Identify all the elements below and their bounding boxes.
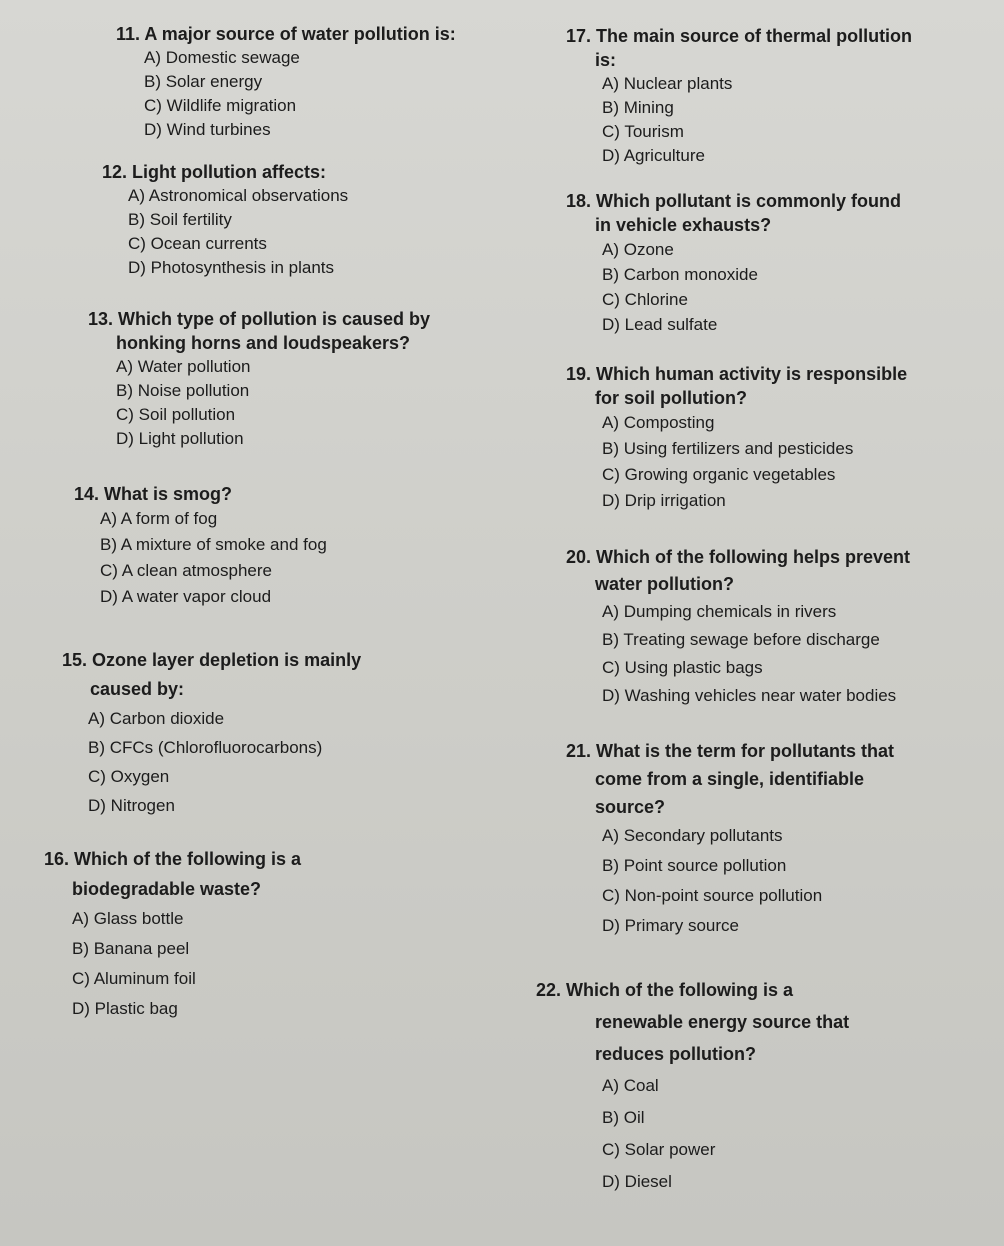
option-c: C) A clean atmosphere [100,561,272,580]
option-b: B) Mining [602,98,674,117]
option-d: D) A water vapor cloud [100,587,272,606]
question-stem-line-2: water pollution? [595,574,734,594]
question-stem-line-2: renewable energy source that [595,1012,850,1032]
option-b: B) Using fertilizers and pesticides [602,439,854,458]
option-c: C) Using plastic bags [602,658,763,677]
question-stem-line-2: is: [595,50,617,70]
question-stem: 16. Which of the following is a [44,849,302,869]
question-stem-line-2: biodegradable waste? [72,879,262,899]
option-b: B) Point source pollution [602,856,787,875]
question-22 [536,974,849,1198]
question-stem: 17. The main source of thermal pollution [566,26,913,46]
option-b: B) Noise pollution [116,381,250,400]
option-b: B) Carbon monoxide [602,265,758,284]
question-stem-line-3: reduces pollution? [595,1044,757,1064]
question-stem: 18. Which pollutant is commonly found [566,191,902,211]
option-b: B) Soil fertility [128,210,232,229]
option-a: A) Ozone [602,240,674,259]
option-c: C) Tourism [602,122,684,141]
question-13 [88,307,430,451]
option-d: D) Agriculture [602,146,705,165]
option-list [602,72,912,168]
option-list [602,821,894,941]
option-d: D) Lead sulfate [602,315,718,334]
option-list [144,46,456,142]
option-c: C) Chlorine [602,290,688,309]
option-d: D) Plastic bag [72,999,178,1018]
question-17 [566,24,912,168]
option-a: A) A form of fog [100,509,218,528]
option-b: B) Treating sewage before discharge [602,630,880,649]
question-14 [74,482,327,610]
option-list [116,355,430,451]
question-19 [566,362,907,514]
option-a: A) Water pollution [116,357,251,376]
question-12 [102,160,348,280]
question-stem-line-2: in vehicle exhausts? [595,215,772,235]
question-16 [44,844,301,1024]
option-list [72,904,301,1024]
option-c: C) Soil pollution [116,405,236,424]
question-stem: 22. Which of the following is a [536,980,794,1000]
option-d: D) Nitrogen [88,796,175,815]
option-list [602,410,907,514]
option-c: C) Solar power [602,1140,716,1159]
question-stem: 11. A major source of water pollution is: [116,24,456,44]
option-list [88,704,361,820]
option-c: C) Ocean currents [128,234,267,253]
question-stem: 21. What is the term for pollutants that [566,741,895,761]
question-18 [566,189,901,337]
option-d: D) Diesel [602,1172,672,1191]
option-d: D) Drip irrigation [602,491,726,510]
question-stem-line-2: for soil pollution? [595,388,747,408]
option-d: D) Washing vehicles near water bodies [602,686,897,705]
question-stem: 19. Which human activity is responsible [566,364,908,384]
option-b: B) Oil [602,1108,645,1127]
question-stem: 15. Ozone layer depletion is mainly [62,650,362,670]
option-b: B) A mixture of smoke and fog [100,535,327,554]
option-a: A) Astronomical observations [128,186,349,205]
question-stem: 13. Which type of pollution is caused by [88,309,431,329]
option-b: B) Solar energy [144,72,263,91]
option-list [602,598,910,710]
option-a: A) Nuclear plants [602,74,733,93]
question-stem: 12. Light pollution affects: [102,162,326,182]
option-c: C) Growing organic vegetables [602,465,836,484]
option-a: A) Secondary pollutants [602,826,783,845]
option-b: B) CFCs (Chlorofluorocarbons) [88,738,323,757]
option-d: D) Photosynthesis in plants [128,258,334,277]
option-a: A) Coal [602,1076,659,1095]
option-list [602,1070,849,1198]
question-stem-line-3: source? [595,797,666,817]
option-list [602,237,901,337]
option-a: A) Composting [602,413,715,432]
option-d: D) Primary source [602,916,739,935]
question-stem-line-2: come from a single, identifiable [595,769,865,789]
option-a: A) Carbon dioxide [88,709,225,728]
question-stem: 20. Which of the following helps prevent [566,547,911,567]
question-stem: 14. What is smog? [74,484,233,504]
option-a: A) Domestic sewage [144,48,300,67]
question-stem-line-2: honking horns and loudspeakers? [116,333,411,353]
option-b: B) Banana peel [72,939,190,958]
question-stem-line-2: caused by: [90,679,185,699]
option-d: D) Wind turbines [144,120,271,139]
option-d: D) Light pollution [116,429,244,448]
question-20 [566,544,910,710]
option-c: C) Non-point source pollution [602,886,823,905]
option-a: A) Dumping chemicals in rivers [602,602,837,621]
option-c: C) Wildlife migration [144,96,297,115]
option-c: C) Aluminum foil [72,969,196,988]
question-11 [116,22,456,142]
option-a: A) Glass bottle [72,909,184,928]
option-list [100,506,327,610]
option-c: C) Oxygen [88,767,170,786]
option-list [128,184,348,280]
question-15 [62,646,361,820]
question-21 [566,737,894,941]
